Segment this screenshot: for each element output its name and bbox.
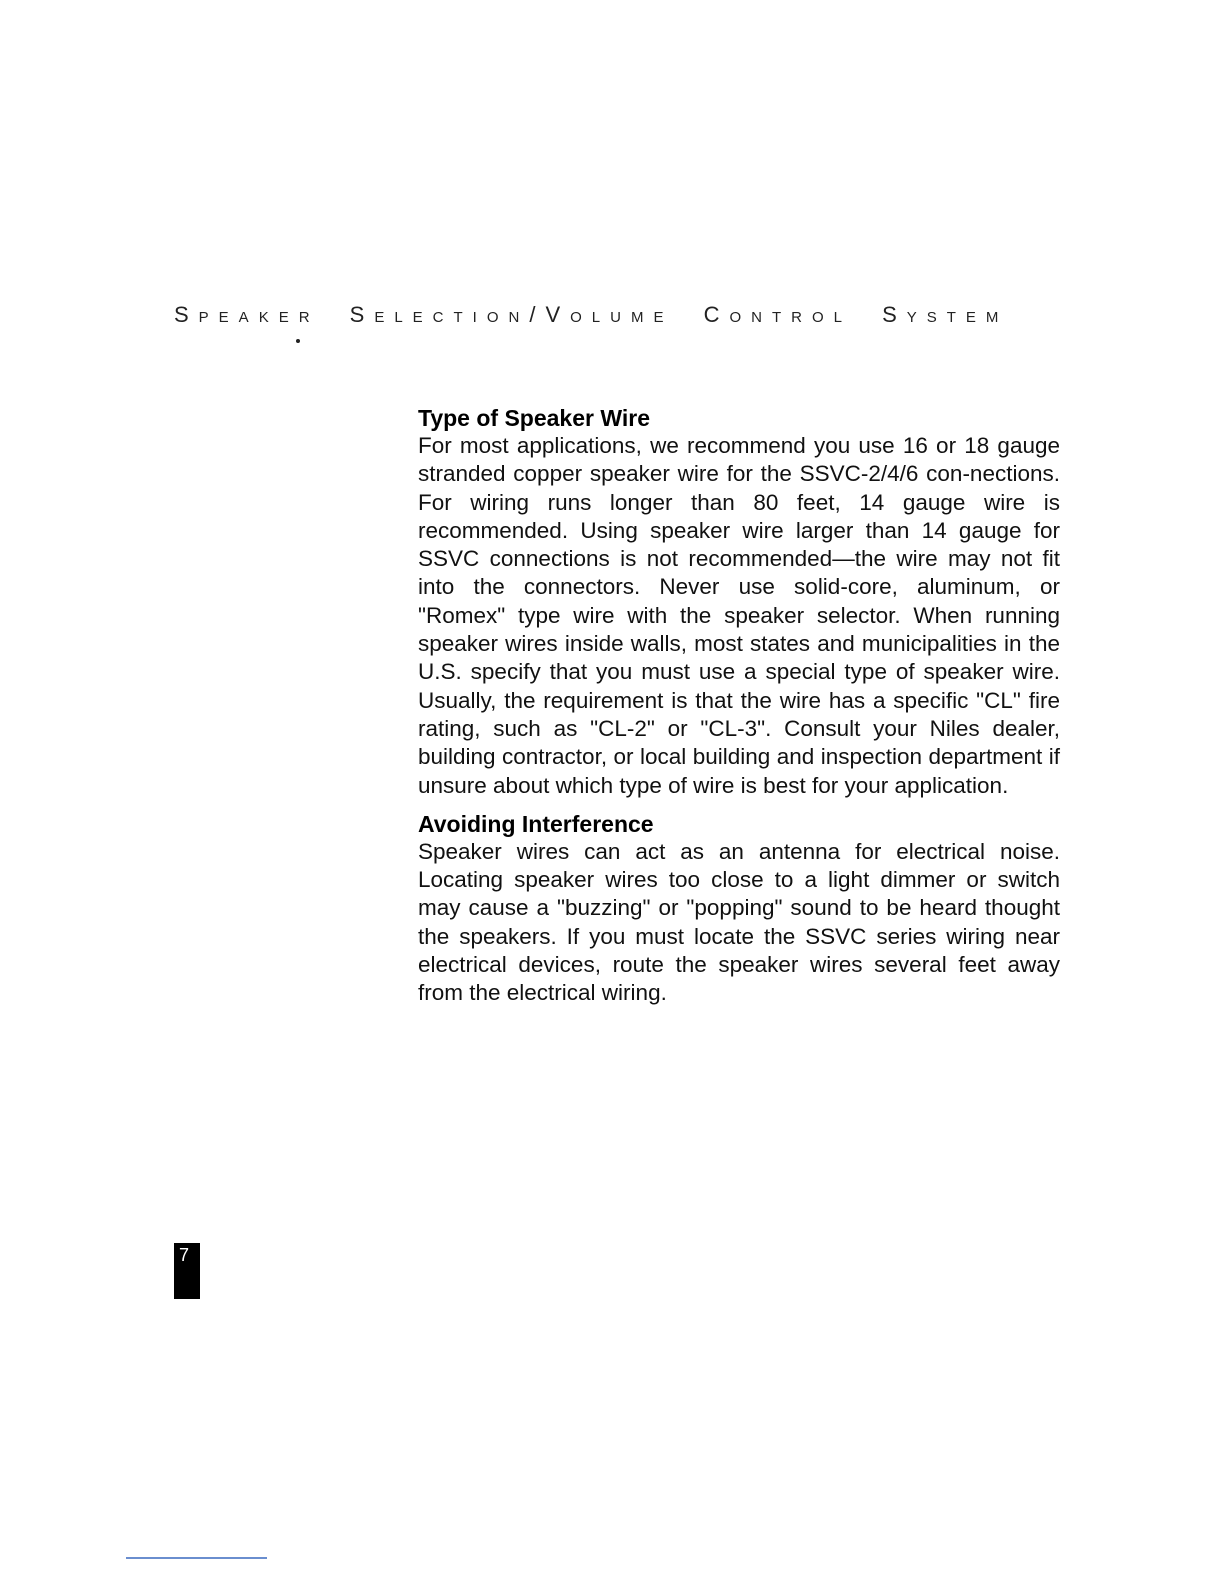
running-header: Speaker Selection/Volume Control System (174, 302, 1009, 327)
main-content (418, 404, 1060, 1018)
section-body-speaker-wire: For most applications, we recommend you use 16 or 18 gauge stranded copper speaker wire for the SSVC-2/4/6 con-nections. For wiring runs longer than 80 feet, 14 gauge wire is recommended. Using speaker wire larger than 14 gauge for SSVC connections is not recommended—the wire may not fit into the connectors. Never use solid-core, aluminum, or "Romex" type wire with the speaker selector. When running speaker wires inside walls, most states and municipalities in the U.S. specify that you must use a special type of speaker wire. Usually, the requirement is that the wire has a specific "CL" fire rating, such as "CL-2" or "CL-3". Consult your Niles dealer, building contractor, or local building and inspection department if unsure about which type of wire is best for your application. (418, 433, 1060, 798)
section-heading-speaker-wire: Type of Speaker Wire (418, 405, 650, 431)
section-heading-interference: Avoiding Interference (418, 810, 654, 837)
footer-rule (126, 1557, 267, 1559)
section-body-interference: Speaker wires can act as an antenna for electrical noise. Locating speaker wires too close to a light dimmer or switch may cause a "buzzing" or "popping" sound to be heard thought the speakers. If you must locate the SSVC series wiring near electrical devices, route the speaker wires several feet away from the electrical wiring. (418, 838, 1060, 1006)
page-number-tab: 7 (174, 1243, 200, 1299)
header-dot (296, 339, 300, 343)
